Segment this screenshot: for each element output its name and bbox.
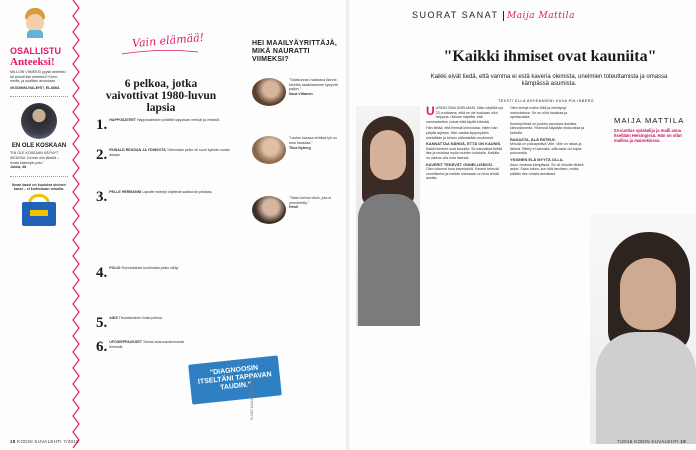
list-item-2: 2. RONALD REAGAN JA YDINSOTA Ydinsodan pelko oli suuri kylmän sodan aikaan. — [96, 147, 230, 163]
woman-portrait-photo — [356, 106, 420, 326]
script-underline — [120, 46, 200, 56]
profile-box — [614, 116, 688, 143]
quote-3: "Taisin kertoa vitsin, jota ei ymmärretty." Heidi — [252, 196, 338, 210]
article-column-2: Olen tehnyt mallin töitä ja esiintynyt mainoksissa. Se on ollut hauskaa ja opettavaista. Kaveripiirissä on joukko samoista asioista kiinnostuneita. Yhdessä käydään elokuvissa ja kahvilla. RAKASTA, ÄLÄ RIITELE. Minulla on poikaystävä Ville. Ville on rakas ja tärkeä. Riitely ei kannata, sillä asiat voi sopia puhumalla. YKSINEN ELÄ MYYTÄ OLLA. Asun omassa kämpässä. Se oli minulle tärkeä askel. Saan tukea, kun sitä tarvitsen, mutta päätän itse omista asioistani. — [510, 106, 588, 176]
right-folio: 7/2018 KODIN KUVALEHTI 19 — [617, 439, 686, 444]
list-item-3: 3. PELLE HERMANNI Lapsille esitetyt ohjelmat saattoivat pelottaa. — [96, 189, 213, 205]
list-item-5: 5. AIDS Tiedottaminen lisäsi pelkoa. — [96, 315, 163, 331]
person-photo — [252, 196, 286, 224]
divider — [10, 96, 68, 97]
woman-large-photo — [590, 214, 696, 444]
byline: TEKSTI ELLA AHVENNIEMI KUVA PIA INBERG — [497, 99, 595, 103]
list-item-1: 1. HAPPOSATEET Happosateiden pelättiin tappavan metsät ja vesistöt. — [96, 117, 221, 133]
osallistu-heading: OSALLISTU — [10, 46, 61, 56]
headline: "Kaikki ihmiset ovat kauniita" — [443, 48, 657, 65]
quote-2: "Lasten kanssa tehtävä työ on aina hauskaa." Tiina Nyberg — [252, 136, 338, 150]
subheading: RAKASTA, ÄLÄ RIITELE. — [510, 136, 556, 142]
subheading: KANNATTAA NÄHDÄ, ETTÄ ON KAUNIS. — [426, 141, 502, 147]
ikea-bag-icon — [18, 194, 60, 226]
lede: Kaikki eivät tiedä, että vamma ei estä kaveria olemista, unelmien toteuttamista ja omassa kämpässä asumista. — [430, 74, 668, 87]
anteeksi-heading: Anteeksi! — [10, 56, 55, 68]
section-header: SUORAT SANAT Maija Mattila — [412, 10, 575, 21]
list-title: 6 pelkoa, jotka vaivottivat 1980-luvun lapsia — [105, 78, 217, 114]
article-column-1: UUSEIN OMA UNELMASI. Näin näyttää nyt 23-vuotiaana, eikä se ole koskaan ollut helppoa. Haluan näyttää, että vammaisetkin voivat elää täyttä elämää. Hän tietää, että ihmisiä kiinnostaa, miten hän pärjää arjessa. Hän vastaa kysymyksiin mielellään ja kertoo elämästään avoimesti. KANNATTAA NÄHDÄ, ETTÄ ON KAUNIS. Kaikki ihmiset ovat kauniita. Se kannattaa tietää itse ja muistaa myös muiden kohdalla. Kaikilla on oikeus olla oma itsensä. KAVERIT TEKEVÄT ONNELLISEKSI. Olen toivonut isoa kaveripiiriä. Kaverit tekevät onnelliseksi ja heidän kanssaan on kiva tehdä asioita. — [426, 104, 503, 181]
left-page — [0, 0, 346, 450]
person-photo — [252, 78, 286, 106]
right-page — [350, 0, 696, 450]
child-avatar-illustration — [22, 6, 48, 36]
quotes-title: HEI MAAILYÄYRITTÄJÄ, MIKÄ NAURATTI VIIMEKSI? — [252, 40, 338, 63]
quote-1: "Satakunnan haastava tilanne. Meidän asiakkaamme kysyivät paljon." Ilona Virtanen — [252, 78, 338, 96]
person-photo — [252, 136, 286, 164]
en-ole-signature: Jukka, 48 — [10, 165, 27, 170]
list-item-4: 4. POLIO Rokotuksista huolimatta pelko säilyi. — [96, 265, 180, 281]
zigzag-divider — [70, 0, 82, 450]
quote-bubble: "DIAGNOOSIN ITSELTÄNI TAPPAVAN TAUDIN." — [188, 355, 282, 404]
photo-credit: KUVAT MAAILYAYRITTAJAT — [250, 375, 254, 420]
list-item-6: 6. UFOSIEPPAUKSET Tarinat avaruusolennoista kiersivät. — [96, 339, 184, 355]
divider — [10, 176, 68, 177]
profile-name: MAIJA MATTILA — [614, 116, 685, 125]
subheading: YKSINEN ELÄ MYYTÄ OLLA. — [510, 156, 564, 162]
anteeksi-body: MILLOIN VIIMEKSI pyysit anteeksi tai annoit itse anteeksi? Kerro meille, ja osallistu arvontaan. — [10, 70, 66, 84]
left-sidebar — [10, 4, 68, 228]
anteeksi-hashtag: #KODINKUVALEHTI_ELAMIA — [10, 85, 60, 90]
en-ole-body: "EN OLE KOSKAAN KÄYNYT IKEASSA. Kerran olin lähellä – mutta käännyin pois." — [10, 151, 60, 165]
en-ole-heading: EN OLE KOSKAAN — [11, 143, 67, 150]
subheading: KAVERIT TEKEVÄT ONNELLISEKSI. — [426, 161, 493, 167]
left-folio: 18 KODIN KUVALEHTI 7/2018 — [10, 439, 79, 444]
profile-description: 23-vuotias opiskelija ja malli asuu itsellään Helsingissä. Hän on ollut mallina ja mainoksissa. — [614, 128, 682, 143]
man-portrait-photo — [21, 103, 57, 139]
vain-elamaa-script: Vain elämää! — [131, 30, 205, 51]
bag-caption: Ikean kassi on kuuluisa sininen kassi – ei kuitenkaan minulla. — [12, 182, 66, 192]
quotes-column — [252, 40, 338, 225]
